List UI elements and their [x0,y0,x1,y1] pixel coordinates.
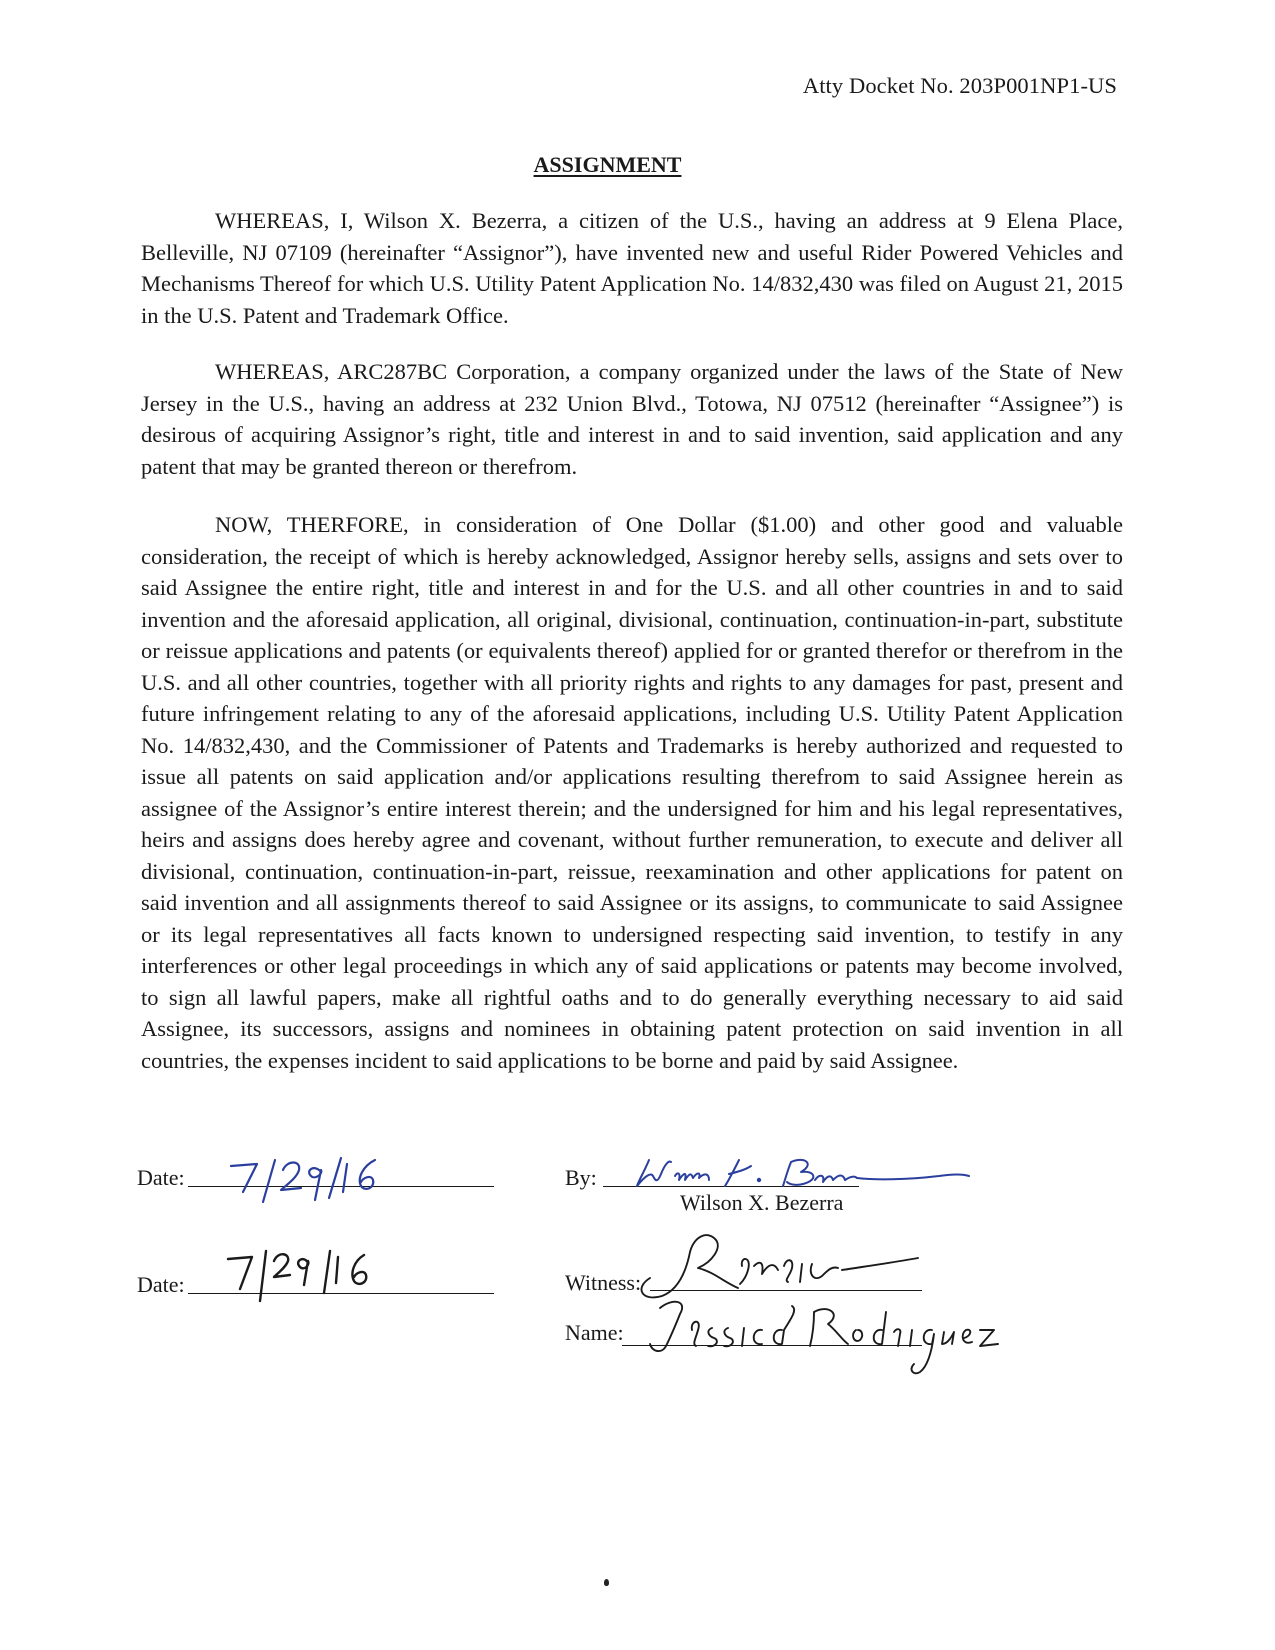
witness-label: Witness: [565,1270,642,1295]
whereas-assignor-paragraph: WHEREAS, I, Wilson X. Bezerra, a citizen of the U.S., having an address at 9 Elena Place, Belleville, NJ 07109 (hereinafter “Assignor”), have invented new and useful Rider Powered Vehicles and Mechanisms Thereof for which U.S. Utility Patent Application No. 14/832,430 was filed on August 21, 2015 in the U.S. Patent and Trademark Office. [141,208,1123,328]
attorney-docket-number: Atty Docket No. 203P001NP1-US [802,73,1117,98]
assignor-printed-name: Wilson X. Bezerra [680,1190,844,1215]
date-label-1: Date: [137,1165,185,1190]
whereas-assignee-paragraph: WHEREAS, ARC287BC Corporation, a company organized under the laws of the State of New Jersey in the U.S., having an address at 232 Union Blvd., Totowa, NJ 07512 (hereinafter “Assignee”) is desirous of acquiring Assignor’s right, title and interest in and to said invention, said application and any patent that may be granted thereon or therefrom. [141,359,1123,479]
page-mark [604,1579,609,1586]
document-title: ASSIGNMENT [533,152,682,177]
handwritten-date-2 [220,1245,400,1307]
now-therefore-paragraph: NOW, THERFORE, in consideration of One Dollar ($1.00) and other good and valuable consideration, the receipt of which is hereby acknowledged, Assignor hereby sells, assigns and sets over to said Assignee the entire right, title and interest in and for the U.S. and all other countries in and to said invention and the aforesaid application, all original, divisional, continuation, continuation-in-part, substitute or reissue applications and patents (or equivalents thereof) applied for or granted therefor or therefrom in the U.S. and all other countries, together with all priority rights and rights to any damages for past, present and future infringement relating to any of the aforesaid applications, including U.S. Utility Patent Application No. 14/832,430, and the Commissioner of Patents and Trademarks is hereby authorized and requested to issue all patents on said application and/or applications resulting therefrom to said Assignee herein as assignee of the Assignor’s entire interest therein; and the undersigned for him and his legal representatives, heirs and assigns does hereby agree and covenant, without further remuneration, to execute and deliver all divisional, continuation, continuation-in-part, reissue, reexamination and other applications for patent on said invention and all assignments thereof to said Assignee or its assigns, to communicate to said Assignee or its legal representatives all facts known to undersigned respecting said invention, to testify in any interferences or other legal proceedings in which any of said applications or patents may become involved, to sign all lawful papers, make all rightful oaths and to do generally everything necessary to aid said Assignee, its successors, assigns and nominees in obtaining patent protection on said invention in all countries, the expenses incident to said applications to be borne and paid by said Assignee. [141,512,1123,1073]
witness-handwritten-name [632,1290,1012,1380]
by-label: By: [565,1165,597,1190]
date-label-2: Date: [137,1272,185,1297]
name-label: Name: [565,1320,624,1345]
handwritten-date-1 [225,1152,395,1214]
